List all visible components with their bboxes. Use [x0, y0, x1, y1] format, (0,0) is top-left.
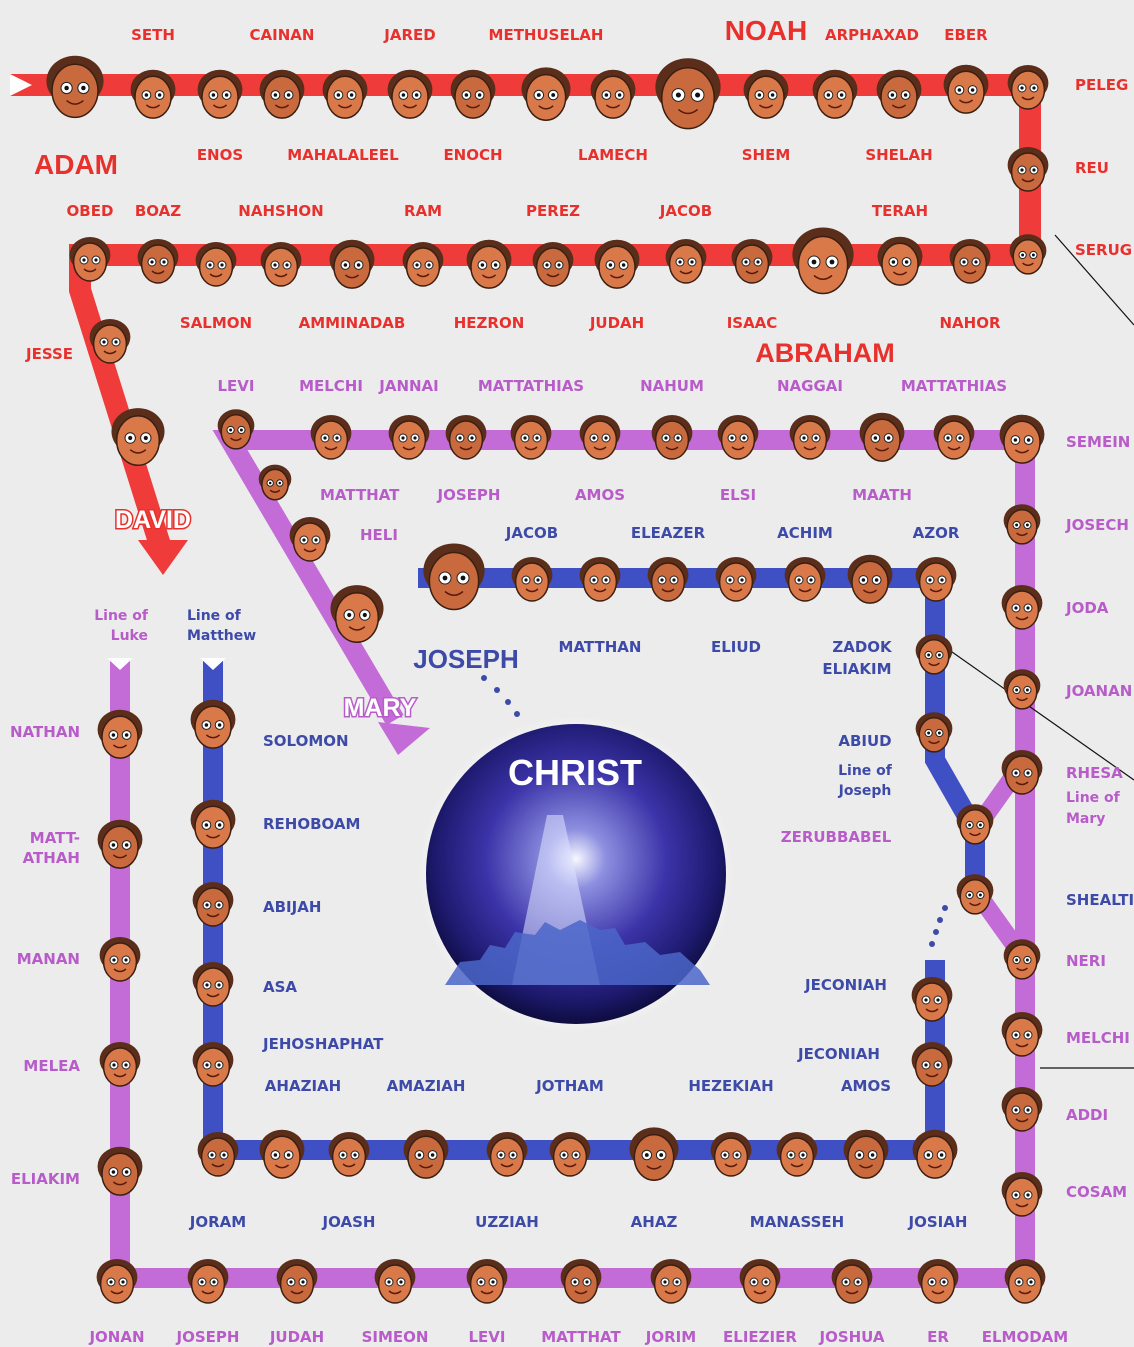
- label-shelah: SHELAH: [865, 146, 933, 164]
- label-elsi: ELSI: [719, 486, 757, 504]
- label-maath: MAATH: [852, 486, 912, 504]
- portrait-face: [196, 242, 237, 286]
- portrait-face: [916, 712, 953, 752]
- line-of-luke-2: Luke: [110, 628, 148, 644]
- portrait-face: [467, 1259, 508, 1303]
- portrait-face: [813, 70, 858, 118]
- portrait-face: [198, 70, 243, 118]
- line-of-luke-1: Line of: [94, 608, 148, 624]
- portrait-face: [404, 1130, 449, 1178]
- label-joanan: JOANAN: [1066, 682, 1133, 700]
- line-of-mary-1: Line of: [1066, 790, 1120, 806]
- label-nathan: NATHAN: [10, 723, 80, 741]
- label-eleazer: ELEAZER: [630, 524, 706, 542]
- label-josech: JOSECH: [1066, 516, 1129, 534]
- label-judah-bottom: JUDAH: [269, 1328, 325, 1346]
- label-mattathah-2: ATHAH: [22, 849, 80, 867]
- portrait-face: [100, 937, 141, 981]
- label-joseph-big: JOSEPH: [413, 644, 519, 674]
- portrait-face: [423, 544, 484, 610]
- portrait-face: [97, 1259, 138, 1303]
- portrait-face: [877, 70, 922, 118]
- portrait-face: [193, 882, 234, 926]
- line-of-joseph-1: Line of: [838, 763, 892, 779]
- label-enos: ENOS: [196, 146, 244, 164]
- label-shealtiel: SHEALTI: [1066, 891, 1134, 909]
- label-eliud: ELIUD: [710, 638, 762, 656]
- portrait-face: [912, 1042, 953, 1086]
- portrait-face: [666, 239, 707, 283]
- label-azor: AZOR: [912, 524, 960, 542]
- portrait-face: [1005, 1259, 1046, 1303]
- label-adam: ADAM: [34, 149, 118, 180]
- label-naggai: NAGGAI: [777, 377, 843, 395]
- portrait-face: [533, 242, 574, 286]
- portrait-face: [193, 962, 234, 1006]
- label-eliakim-luke: ELIAKIM: [10, 1170, 80, 1188]
- label-levi-top: LEVI: [217, 377, 255, 395]
- portrait-face: [934, 415, 975, 459]
- portrait-face: [98, 710, 143, 758]
- portrait-face: [944, 65, 989, 113]
- portrait-face: [191, 800, 236, 848]
- label-abraham: ABRAHAM: [755, 338, 895, 368]
- label-matthan: MATTHAN: [558, 638, 642, 656]
- portrait-face: [487, 1132, 528, 1176]
- label-neri: NERI: [1066, 952, 1106, 970]
- label-cosam: COSAM: [1066, 1183, 1128, 1201]
- portrait-face: [467, 240, 512, 288]
- portrait-face: [311, 415, 352, 459]
- label-obed: OBED: [66, 202, 114, 220]
- label-hezron: HEZRON: [453, 314, 525, 332]
- label-jacob-red: JACOB: [659, 202, 713, 220]
- portrait-face: [716, 557, 757, 601]
- label-eliakim-blue: ELIAKIM: [822, 660, 892, 678]
- label-jeconiah-2: JECONIAH: [798, 1045, 880, 1063]
- portrait-face: [652, 415, 693, 459]
- label-abiud: ABIUD: [838, 732, 892, 750]
- label-achim: ACHIM: [777, 524, 833, 542]
- mary-arrow-head: [378, 722, 430, 755]
- label-manan: MANAN: [16, 950, 80, 968]
- label-matthat-bottom: MATTHAT: [541, 1328, 621, 1346]
- portrait-face: [580, 415, 621, 459]
- label-levi-bottom: LEVI: [468, 1328, 506, 1346]
- label-terah: TERAH: [871, 202, 929, 220]
- portrait-face: [100, 1042, 141, 1086]
- portrait-face: [718, 415, 759, 459]
- portrait-face: [1000, 415, 1045, 463]
- label-salmon: SALMON: [179, 314, 253, 332]
- line-of-matthew-1: Line of: [187, 608, 241, 624]
- label-amminadab: AMMINADAB: [298, 314, 406, 332]
- label-joram: JORAM: [189, 1213, 247, 1231]
- label-shem: SHEM: [741, 146, 791, 164]
- portrait-face: [330, 240, 375, 288]
- label-jonan: JONAN: [89, 1328, 145, 1346]
- label-melchi-right: MELCHI: [1066, 1029, 1130, 1047]
- label-ahaz: AHAZ: [630, 1213, 678, 1231]
- label-enoch: ENOCH: [443, 146, 503, 164]
- line-of-mary-2: Mary: [1066, 811, 1106, 827]
- label-uzziah: UZZIAH: [475, 1213, 539, 1231]
- label-isaac: ISAAC: [726, 314, 778, 332]
- line-of-joseph-2: Joseph: [838, 783, 892, 799]
- label-joda: JODA: [1066, 599, 1109, 617]
- portrait-face: [188, 1259, 229, 1303]
- portrait-face: [277, 1259, 318, 1303]
- label-mahalaleel: MAHALALEEL: [287, 146, 399, 164]
- line-of-matthew-2: Matthew: [187, 628, 257, 644]
- portrait-face: [785, 557, 826, 601]
- label-ram: RAM: [403, 202, 443, 220]
- label-eber: EBER: [944, 26, 988, 44]
- portrait-face: [561, 1259, 602, 1303]
- label-mary: MARY: [343, 694, 417, 722]
- label-elmodam: ELMODAM: [981, 1328, 1069, 1346]
- portrait-face: [1002, 1087, 1043, 1131]
- label-methuselah: METHUSELAH: [488, 26, 604, 44]
- label-amaziah: AMAZIAH: [386, 1077, 466, 1095]
- portrait-face: [98, 820, 143, 868]
- portrait-face: [580, 557, 621, 601]
- portrait-face: [1008, 147, 1049, 191]
- portrait-face: [375, 1259, 416, 1303]
- portrait-face: [111, 408, 164, 465]
- portrait-face: [916, 634, 953, 674]
- portrait-face: [913, 1130, 958, 1178]
- portrait-face: [138, 239, 179, 283]
- portrait-face: [261, 242, 302, 286]
- portrait-face: [595, 240, 640, 288]
- label-zadok: ZADOK: [832, 638, 892, 656]
- portrait-face: [131, 70, 176, 118]
- label-jeconiah-1: JECONIAH: [805, 976, 887, 994]
- label-noah: NOAH: [724, 15, 808, 46]
- label-serug: SERUG: [1075, 241, 1133, 259]
- label-seth: SETH: [131, 26, 175, 44]
- portrait-face: [651, 1259, 692, 1303]
- label-ahaziah: AHAZIAH: [264, 1077, 342, 1095]
- label-melchi-top: MELCHI: [299, 377, 363, 395]
- label-arphaxad: ARPHAXAD: [825, 26, 919, 44]
- label-peleg: PELEG: [1075, 76, 1129, 94]
- label-cainan: CAINAN: [249, 26, 315, 44]
- portrait-face: [98, 1147, 143, 1195]
- label-rehoboam: REHOBOAM: [263, 815, 361, 833]
- portrait-face: [777, 1132, 818, 1176]
- portrait-face: [550, 1132, 591, 1176]
- label-jacob-blue: JACOB: [505, 524, 559, 542]
- portrait-face: [1002, 585, 1043, 629]
- label-joseph-bottom: JOSEPH: [176, 1328, 240, 1346]
- portrait-face: [191, 700, 236, 748]
- portrait-face: [389, 415, 430, 459]
- label-jotham: JOTHAM: [536, 1077, 604, 1095]
- portrait-face: [950, 239, 991, 283]
- label-matthat-top: MATTHAT: [320, 486, 400, 504]
- label-eliezier: ELIEZIER: [723, 1328, 797, 1346]
- label-joshua: JOSHUA: [819, 1328, 885, 1346]
- christ-label: CHRIST: [508, 752, 642, 793]
- portrait-face: [388, 70, 433, 118]
- label-joseph-purple: JOSEPH: [437, 486, 501, 504]
- label-jesse: JESSE: [26, 345, 74, 363]
- portrait-face: [323, 70, 368, 118]
- portraits: [46, 56, 1048, 1303]
- portrait-face: [329, 1132, 370, 1176]
- label-reu: REU: [1075, 159, 1109, 177]
- label-mattathias-1: MATTATHIAS: [477, 377, 585, 395]
- label-nahshon: NAHSHON: [238, 202, 324, 220]
- label-jorim: JORIM: [645, 1328, 697, 1346]
- label-judah-red: JUDAH: [589, 314, 645, 332]
- portrait-face: [511, 415, 552, 459]
- portrait-face: [446, 415, 487, 459]
- portrait-face: [844, 1130, 889, 1178]
- label-mattathias-2: MATTATHIAS: [900, 377, 1008, 395]
- portrait-face: [260, 70, 305, 118]
- portrait-face: [1002, 1172, 1043, 1216]
- portrait-face: [916, 557, 957, 601]
- label-amos-blue: AMOS: [840, 1077, 892, 1095]
- label-solomon: SOLOMON: [263, 732, 349, 750]
- portrait-face: [1002, 1012, 1043, 1056]
- portrait-face: [591, 70, 636, 118]
- portrait-face: [630, 1127, 679, 1180]
- label-josiah: JOSIAH: [908, 1213, 968, 1231]
- label-nahum: NAHUM: [640, 377, 704, 395]
- label-asa: ASA: [263, 978, 298, 996]
- portrait-face: [878, 237, 923, 285]
- label-melea: MELEA: [23, 1057, 80, 1075]
- portrait-face: [512, 557, 553, 601]
- portrait-face: [403, 242, 444, 286]
- label-jannai: JANNAI: [379, 377, 439, 395]
- label-jehoshaphat: JEHOSHAPHAT: [263, 1035, 384, 1053]
- label-semein: SEMEIN: [1066, 433, 1131, 451]
- label-lamech: LAMECH: [578, 146, 648, 164]
- portrait-face: [848, 555, 893, 603]
- portrait-face: [648, 557, 689, 601]
- portrait-face: [198, 1132, 239, 1176]
- portrait-face: [740, 1259, 781, 1303]
- label-simeon: SIMEON: [361, 1328, 429, 1346]
- label-manasseh: MANASSEH: [749, 1213, 845, 1231]
- portrait-face: [790, 415, 831, 459]
- portrait-face: [860, 413, 905, 461]
- david-arrow-head: [138, 540, 188, 575]
- portrait-face: [1008, 65, 1049, 109]
- label-addi: ADDI: [1066, 1106, 1109, 1124]
- portrait-face: [912, 977, 953, 1021]
- portrait-face: [193, 1042, 234, 1086]
- portrait-face: [918, 1259, 959, 1303]
- label-david: DAVID: [115, 506, 191, 534]
- portrait-face: [744, 70, 789, 118]
- portrait-face: [522, 67, 571, 120]
- label-abijah: ABIJAH: [263, 898, 322, 916]
- portrait-face: [451, 70, 496, 118]
- label-joash: JOASH: [322, 1213, 376, 1231]
- label-er: ER: [927, 1328, 949, 1346]
- label-rhesa: RHESA: [1066, 764, 1123, 782]
- label-jared: JARED: [384, 26, 436, 44]
- label-heli: HELI: [360, 526, 398, 544]
- portrait-face: [711, 1132, 752, 1176]
- portrait-face: [957, 804, 994, 844]
- christ-globe: [418, 716, 734, 1032]
- label-boaz: BOAZ: [134, 202, 182, 220]
- label-amos-purple: AMOS: [574, 486, 626, 504]
- label-hezekiah: HEZEKIAH: [688, 1077, 774, 1095]
- label-zerubbabel: ZERUBBABEL: [780, 828, 892, 846]
- portrait-face: [792, 228, 853, 294]
- portrait-face: [832, 1259, 873, 1303]
- label-nahor: NAHOR: [939, 314, 1001, 332]
- portrait-face: [655, 58, 720, 128]
- portrait-face: [1010, 234, 1047, 274]
- portrait-face: [732, 239, 773, 283]
- portrait-face: [46, 56, 103, 118]
- label-mattathah-1: MATT-: [29, 829, 80, 847]
- label-perez: PEREZ: [526, 202, 580, 220]
- portrait-face: [260, 1130, 305, 1178]
